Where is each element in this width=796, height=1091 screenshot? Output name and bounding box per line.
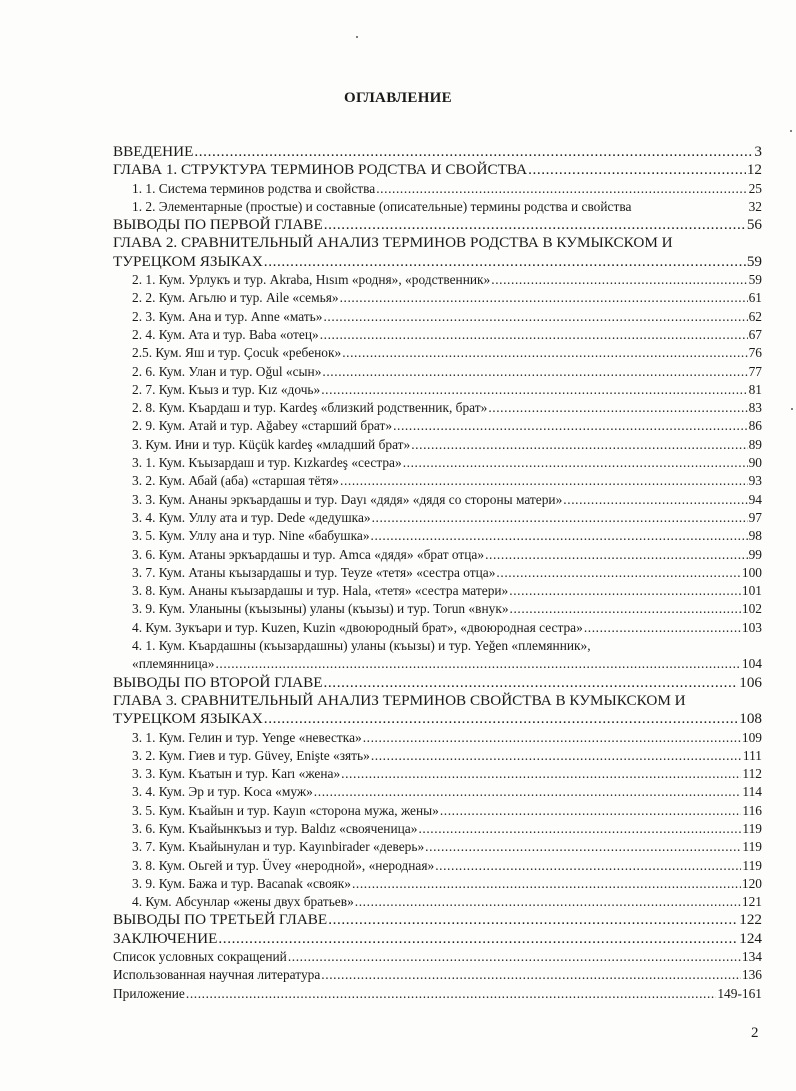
toc-entry-title: Использованная научная литература [113, 967, 321, 983]
toc-section-entry [113, 546, 762, 564]
toc-dot-leader [411, 436, 747, 454]
toc-dot-leader [352, 875, 741, 893]
toc-chapter-entry [113, 216, 762, 234]
toc-page-number: 89 [748, 436, 762, 452]
toc-page-number: 3 [754, 143, 762, 160]
toc-page-number: 62 [748, 308, 762, 324]
toc-page-number: 112 [742, 766, 762, 782]
toc-dot-leader [496, 564, 740, 582]
toc-chapter-entry [113, 710, 762, 728]
toc-entry-title: ТУРЕЦКОМ ЯЗЫКАХ [113, 252, 263, 270]
toc-section-entry [113, 399, 762, 417]
toc-chapter-entry [113, 253, 762, 271]
toc-page-number: 77 [748, 363, 762, 379]
toc-entry-continuation [113, 655, 762, 673]
toc-entry-title: 2. 4. Кум. Ата и тур. Baba «отец» [132, 326, 319, 342]
toc-dot-leader [488, 399, 747, 417]
toc-entry-title: 2. 9. Кум. Атай и тур. Ağabey «старший брат» [132, 418, 393, 434]
toc-entry-title: ГЛАВА 2. СРАВНИТЕЛЬНЫЙ АНАЛИЗ ТЕРМИНОВ РОДСТВА В КУМЫКСКОМ И [113, 234, 673, 252]
toc-entry-title: 3. 3. Кум. Ананы эркъардашы и тур. Dayı «дядя» «дядя со стороны матери» [132, 491, 563, 507]
toc-entry-title: 3. 9. Кум. Бажа и тур. Bacanak «свояк» [132, 875, 351, 891]
toc-section-entry [113, 308, 762, 326]
toc-dot-leader [320, 326, 748, 344]
toc-entry-title: Список условных сокращений [113, 949, 287, 965]
toc-section-entry [113, 820, 762, 838]
toc-section-entry [113, 417, 762, 435]
toc-page-number: 67 [748, 326, 762, 342]
toc-entry-title: 1. 1. Система терминов родства и свойства [132, 180, 376, 196]
toc-page-number: 12 [746, 161, 762, 179]
toc-page-number: 90 [748, 455, 762, 471]
toc-page-number: 101 [741, 583, 762, 599]
toc-dot-leader [371, 747, 742, 765]
toc-dot-leader [323, 308, 747, 326]
toc-page-number: 59 [748, 272, 762, 288]
toc-entry-title: «племянница» [132, 656, 215, 672]
toc-entry-title: 2. 7. Кум. Къыз и тур. Kız «дочь» [132, 381, 321, 397]
toc-entry-title: 2.5. Кум. Яш и тур. Çocuk «ребенок» [132, 345, 342, 361]
toc-chapter-entry [113, 674, 762, 692]
toc-section-entry [113, 893, 762, 911]
toc-page-number: 119 [742, 839, 762, 855]
toc-dot-leader [440, 802, 742, 820]
toc-page-number: 86 [748, 418, 762, 434]
toc-page-number: 134 [741, 949, 762, 965]
toc-section-entry [113, 381, 762, 399]
toc-chapter-entry [113, 911, 762, 929]
toc-dot-leader [491, 271, 747, 289]
toc-dot-leader [321, 381, 747, 399]
toc-dot-leader [341, 765, 741, 783]
toc-entry-title: 2. 8. Кум. Къардаш и тур. Kardeş «близкий родственник, брат» [132, 400, 488, 416]
toc-entry-title: 3. 8. Кум. Оьгей и тур. Üvey «неродной», «неродная» [132, 857, 435, 873]
toc-page-number: 94 [748, 491, 762, 507]
toc-page-number: 76 [748, 345, 762, 361]
toc-page-number: 83 [748, 400, 762, 416]
toc-page-number: 106 [739, 673, 762, 691]
toc-backmatter-entry [113, 966, 762, 984]
toc-entry-title: 1. 2. Элементарные (простые) и составные (описательные) термины родства и свойства [132, 198, 632, 214]
page-number: 2 [751, 1025, 759, 1041]
toc-backmatter-entry [113, 948, 762, 966]
toc-entry-title: 3. 6. Кум. Къайынкъыз и тур. Baldız «свояченица» [132, 820, 418, 836]
toc-page-number: 32 [748, 198, 762, 214]
toc-section-entry [113, 271, 762, 289]
toc-dot-leader [418, 820, 741, 838]
toc-dot-leader [288, 948, 741, 966]
toc-entry-title: 2. 1. Кум. Урлукъ и тур. Akraba, Hısım «родня», «родственник» [132, 272, 491, 288]
toc-page-number: 149-161 [717, 985, 762, 1001]
toc-section-entry [113, 180, 762, 198]
toc-chapter-entry [113, 161, 762, 179]
toc-entry-title: ВЫВОДЫ ПО ВТОРОЙ ГЛАВЕ [113, 673, 323, 691]
toc-section-entry [113, 198, 762, 216]
toc-entry-title: 3. 4. Кум. Уллу ата и тур. Dede «дедушка» [132, 509, 371, 525]
toc-page-number: 119 [742, 820, 762, 836]
toc-dot-leader [403, 454, 748, 472]
toc-chapter-entry [113, 692, 762, 710]
toc-dot-leader [509, 582, 741, 600]
toc-page-number: 109 [741, 729, 762, 745]
toc-entry-title: 3. 4. Кум. Эр и тур. Koca «муж» [132, 784, 313, 800]
toc-section-entry [113, 802, 762, 820]
toc-entry-title: 2. 2. Кум. Агьлю и тур. Aile «семья» [132, 290, 339, 306]
toc-dot-leader [485, 546, 748, 564]
toc-page-number: 81 [748, 381, 762, 397]
toc-page-number: 104 [741, 656, 762, 672]
toc-section-entry [113, 600, 762, 618]
toc-dot-leader [264, 710, 738, 728]
toc-dot-leader [194, 143, 753, 161]
toc-section-entry [113, 729, 762, 747]
toc-page-number: 122 [739, 911, 762, 929]
toc-page-number: 114 [742, 784, 762, 800]
toc-entry-title: 3. 7. Кум. Къайынулан и тур. Kayınbirader «деверь» [132, 839, 425, 855]
table-of-contents [113, 143, 762, 1003]
toc-entry-title: 3. 1. Кум. Гелин и тур. Yenge «невестка» [132, 729, 362, 745]
scan-speck [790, 130, 792, 132]
toc-dot-leader [218, 930, 738, 948]
toc-dot-leader [342, 344, 747, 362]
toc-dot-leader [215, 655, 740, 673]
toc-page-number: 119 [742, 857, 762, 873]
toc-chapter-entry [113, 143, 762, 161]
toc-chapter-entry [113, 930, 762, 948]
toc-page-number: 120 [741, 875, 762, 891]
toc-entry-title: 3. 2. Кум. Гиев и тур. Güvey, Enişte «зять» [132, 747, 370, 763]
toc-section-entry [113, 747, 762, 765]
toc-dot-leader [425, 838, 741, 856]
toc-dot-leader [340, 289, 748, 307]
toc-dot-leader [376, 180, 747, 198]
toc-section-entry [113, 564, 762, 582]
toc-page-number: 93 [748, 473, 762, 489]
toc-entry-title: 3. 3. Кум. Къатын и тур. Karı «жена» [132, 766, 341, 782]
toc-entry-title: ВВЕДЕНИЕ [113, 143, 194, 160]
toc-dot-leader [322, 363, 747, 381]
toc-section-entry [113, 838, 762, 856]
toc-section-entry [113, 363, 762, 381]
page-title: ОГЛАВЛЕНИЕ [344, 90, 452, 106]
toc-dot-leader [510, 600, 741, 618]
toc-dot-leader [328, 911, 738, 929]
toc-entry-title: ВЫВОДЫ ПО ПЕРВОЙ ГЛАВЕ [113, 216, 323, 234]
toc-section-entry [113, 326, 762, 344]
toc-entry-title: 3. 2. Кум. Абай (аба) «старшая тётя» [132, 473, 339, 489]
toc-section-entry [113, 454, 762, 472]
toc-section-entry [113, 765, 762, 783]
toc-entry-title: Приложение [113, 985, 185, 1001]
scan-speck [356, 36, 358, 38]
toc-page-number: 124 [739, 929, 762, 947]
toc-dot-leader [314, 783, 742, 801]
toc-dot-leader [355, 893, 741, 911]
toc-page-number: 116 [742, 802, 762, 818]
toc-entry-title: 4. 1. Кум. Къардашны (къызардашны) уланы (къызы) и тур. Yeğen «племянник», [132, 638, 591, 654]
toc-entry-title: 3. 5. Кум. Уллу ана и тур. Nine «бабушка» [132, 528, 370, 544]
toc-page-number: 56 [746, 216, 762, 234]
toc-entry-title: 3. 1. Кум. Къызардаш и тур. Kızkardeş «сестра» [132, 455, 402, 471]
toc-entry-title: 3. 5. Кум. Къайын и тур. Kayın «сторона мужа, жены» [132, 802, 439, 818]
scan-speck [791, 408, 793, 410]
toc-dot-leader [363, 729, 741, 747]
toc-dot-leader [393, 417, 748, 435]
toc-section-entry [113, 527, 762, 545]
toc-section-entry [113, 436, 762, 454]
toc-dot-leader [435, 857, 741, 875]
toc-page-number: 111 [742, 747, 762, 763]
toc-page-number: 121 [741, 894, 762, 910]
toc-entry-title: 3. Кум. Ини и тур. Küçük kardeş «младший брат» [132, 436, 411, 452]
toc-dot-leader [563, 491, 747, 509]
toc-entry-title: 3. 8. Кум. Ананы къызардашы и тур. Hala, «тетя» «сестра матери» [132, 583, 509, 599]
toc-dot-leader [264, 253, 746, 271]
toc-page-number: 25 [748, 180, 762, 196]
toc-entry-title: 4. Кум. Зукъари и тур. Kuzen, Kuzin «двоюродный брат», «двоюродная сестра» [132, 619, 583, 635]
toc-entry-title: ТУРЕЦКОМ ЯЗЫКАХ [113, 710, 263, 728]
toc-dot-leader [186, 985, 716, 1003]
toc-entry-title: 2. 6. Кум. Улан и тур. Oğul «сын» [132, 363, 322, 379]
toc-chapter-entry [113, 234, 762, 252]
toc-section-entry [113, 857, 762, 875]
toc-entry-title: 3. 6. Кум. Атаны эркъардашы и тур. Amca «дядя» «брат отца» [132, 546, 485, 562]
toc-page-number: 136 [741, 967, 762, 983]
toc-dot-leader [372, 509, 748, 527]
toc-section-entry [113, 344, 762, 362]
toc-dot-leader [584, 619, 741, 637]
toc-section-entry [113, 619, 762, 637]
toc-page-number: 98 [748, 528, 762, 544]
toc-section-entry [113, 289, 762, 307]
toc-page-number: 108 [739, 710, 762, 728]
toc-backmatter-entry [113, 985, 762, 1003]
toc-section-entry [113, 783, 762, 801]
toc-section-entry [113, 637, 762, 655]
toc-entry-title: 3. 9. Кум. Уланыны (къызыны) уланы (къызы) и тур. Torun «внук» [132, 601, 509, 617]
toc-page-number: 100 [741, 564, 762, 580]
toc-dot-leader [340, 472, 748, 490]
toc-page-number: 59 [746, 252, 762, 270]
toc-dot-leader [371, 527, 748, 545]
toc-entry-title: ВЫВОДЫ ПО ТРЕТЬЕЙ ГЛАВЕ [113, 911, 328, 929]
toc-entry-title: ГЛАВА 3. СРАВНИТЕЛЬНЫЙ АНАЛИЗ ТЕРМИНОВ СВОЙСТВА В КУМЫКСКОМ И [113, 691, 686, 709]
toc-entry-title: ЗАКЛЮЧЕНИЕ [113, 929, 218, 947]
toc-dot-leader [528, 161, 746, 179]
toc-dot-leader [324, 674, 739, 692]
toc-entry-title: ГЛАВА 1. СТРУКТУРА ТЕРМИНОВ РОДСТВА И СВОЙСТВА [113, 161, 528, 179]
toc-entry-title: 2. 3. Кум. Ана и тур. Anne «мать» [132, 308, 323, 324]
toc-section-entry [113, 582, 762, 600]
toc-section-entry [113, 472, 762, 490]
toc-section-entry [113, 875, 762, 893]
toc-section-entry [113, 491, 762, 509]
toc-entry-title: 3. 7. Кум. Атаны къызардашы и тур. Teyze «тетя» «сестра отца» [132, 564, 496, 580]
toc-entry-title: 4. Кум. Абсунлар «жены двух братьев» [132, 894, 354, 910]
toc-dot-leader [321, 966, 741, 984]
toc-page-number: 99 [748, 546, 762, 562]
toc-dot-leader [324, 216, 746, 234]
toc-page-number: 102 [741, 601, 762, 617]
toc-section-entry [113, 509, 762, 527]
toc-page-number: 61 [748, 290, 762, 306]
toc-page-number: 97 [748, 509, 762, 525]
toc-page-number: 103 [741, 619, 762, 635]
